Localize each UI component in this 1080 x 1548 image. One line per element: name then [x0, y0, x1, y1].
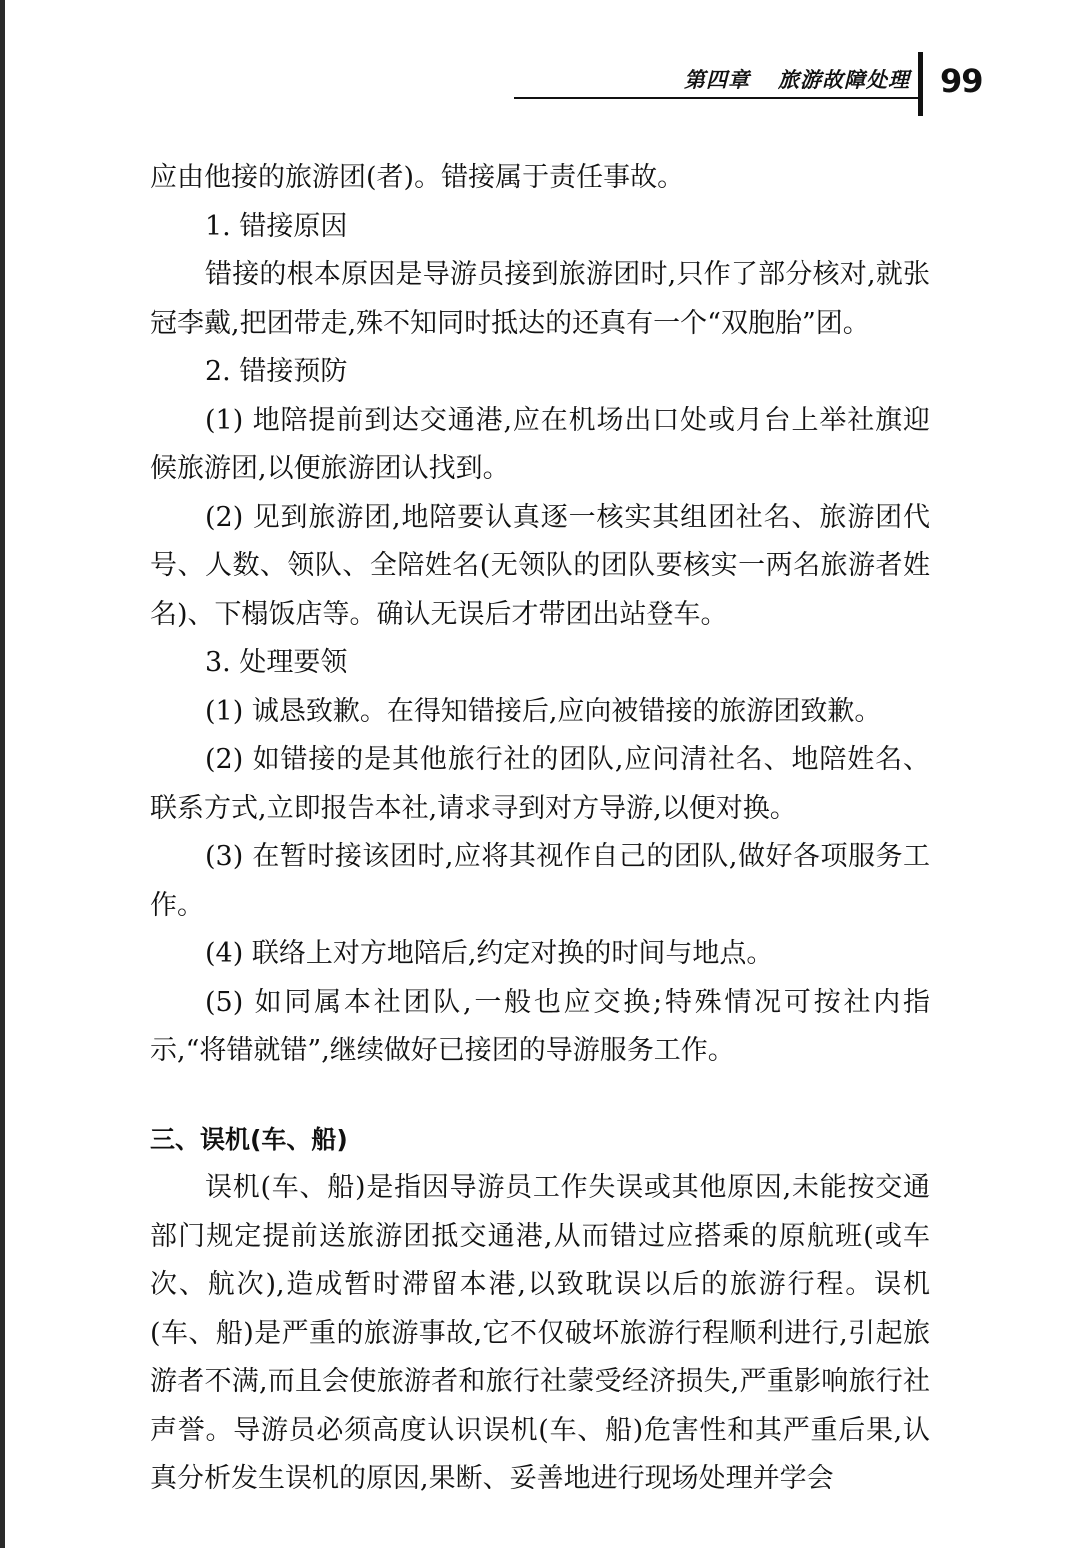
chapter-label: 第四章 [684, 67, 750, 92]
paragraph: (1) 诚恳致歉。在得知错接后,应向被错接的旅游团致歉。 [205, 695, 882, 727]
page-number: 99 [940, 62, 983, 100]
subheading: 1. 错接原因 [205, 210, 348, 242]
subheading: 3. 处理要领 [205, 647, 348, 678]
paragraph: (5) 如同属本社团队,一般也应交换;特殊情况可按社内指示,“将错就错”,继续做好已接团的导游服务工作。 [150, 986, 930, 1066]
section-heading: 三、误机(车、船) [150, 1124, 348, 1154]
section-spacer [150, 1076, 930, 1116]
running-header [0, 0, 1080, 120]
paragraph: 错接的根本原因是导游员接到旅游团时,只作了部分核对,就张冠李戴,把团带走,殊不知同时抵达的还真有一个“双胞胎”团。 [150, 259, 930, 339]
header-divider-bar [918, 52, 923, 116]
paragraph: (4) 联络上对方地陪后,约定对换的时间与地点。 [205, 938, 774, 969]
page-body [150, 154, 930, 1504]
page-binding-edge [0, 0, 5, 1548]
paragraph: 误机(车、船)是指因导游员工作失误或其他原因,未能按交通部门规定提前送旅游团抵交通港,从而错过应搭乘的原航班(或车次、航次),造成暂时滞留本港,以致耽误以后的旅游行程。误机(车、船)是严重的旅游事故,它不仅破坏旅游行程顺利进行,引起旅游者不满,而且会使旅游者和旅行社蒙受经济损失,严重影响旅行社声誉。导游员必须高度认识误机(车、船)危害性和其严重后果,认真分析发生误机的原因,果断、妥善地进行现场处理并学会 [150, 1172, 930, 1494]
subheading: 2. 错接预防 [205, 356, 348, 387]
paragraph: (1) 地陪提前到达交通港,应在机场出口处或月台上举社旗迎候旅游团,以便旅游团认找到。 [150, 404, 930, 484]
paragraph: (2) 见到旅游团,地陪要认真逐一核实其组团社名、旅游团代号、人数、领队、全陪姓名(无领队的团队要核实一两名旅游者姓名)、下榻饭店等。确认无误后才带团出站登车。 [150, 501, 930, 630]
paragraph: (3) 在暂时接该团时,应将其视作自己的团队,做好各项服务工作。 [150, 841, 930, 921]
paragraph: (2) 如错接的是其他旅行社的团队,应问清社名、地陪姓名、联系方式,立即报告本社,请求寻到对方导游,以便对换。 [150, 744, 930, 824]
chapter-title: 旅游故障处理 [778, 67, 910, 92]
header-rule [514, 97, 920, 99]
paragraph: 应由他接的旅游团(者)。错接属于责任事故。 [150, 162, 685, 193]
running-head [684, 64, 910, 94]
